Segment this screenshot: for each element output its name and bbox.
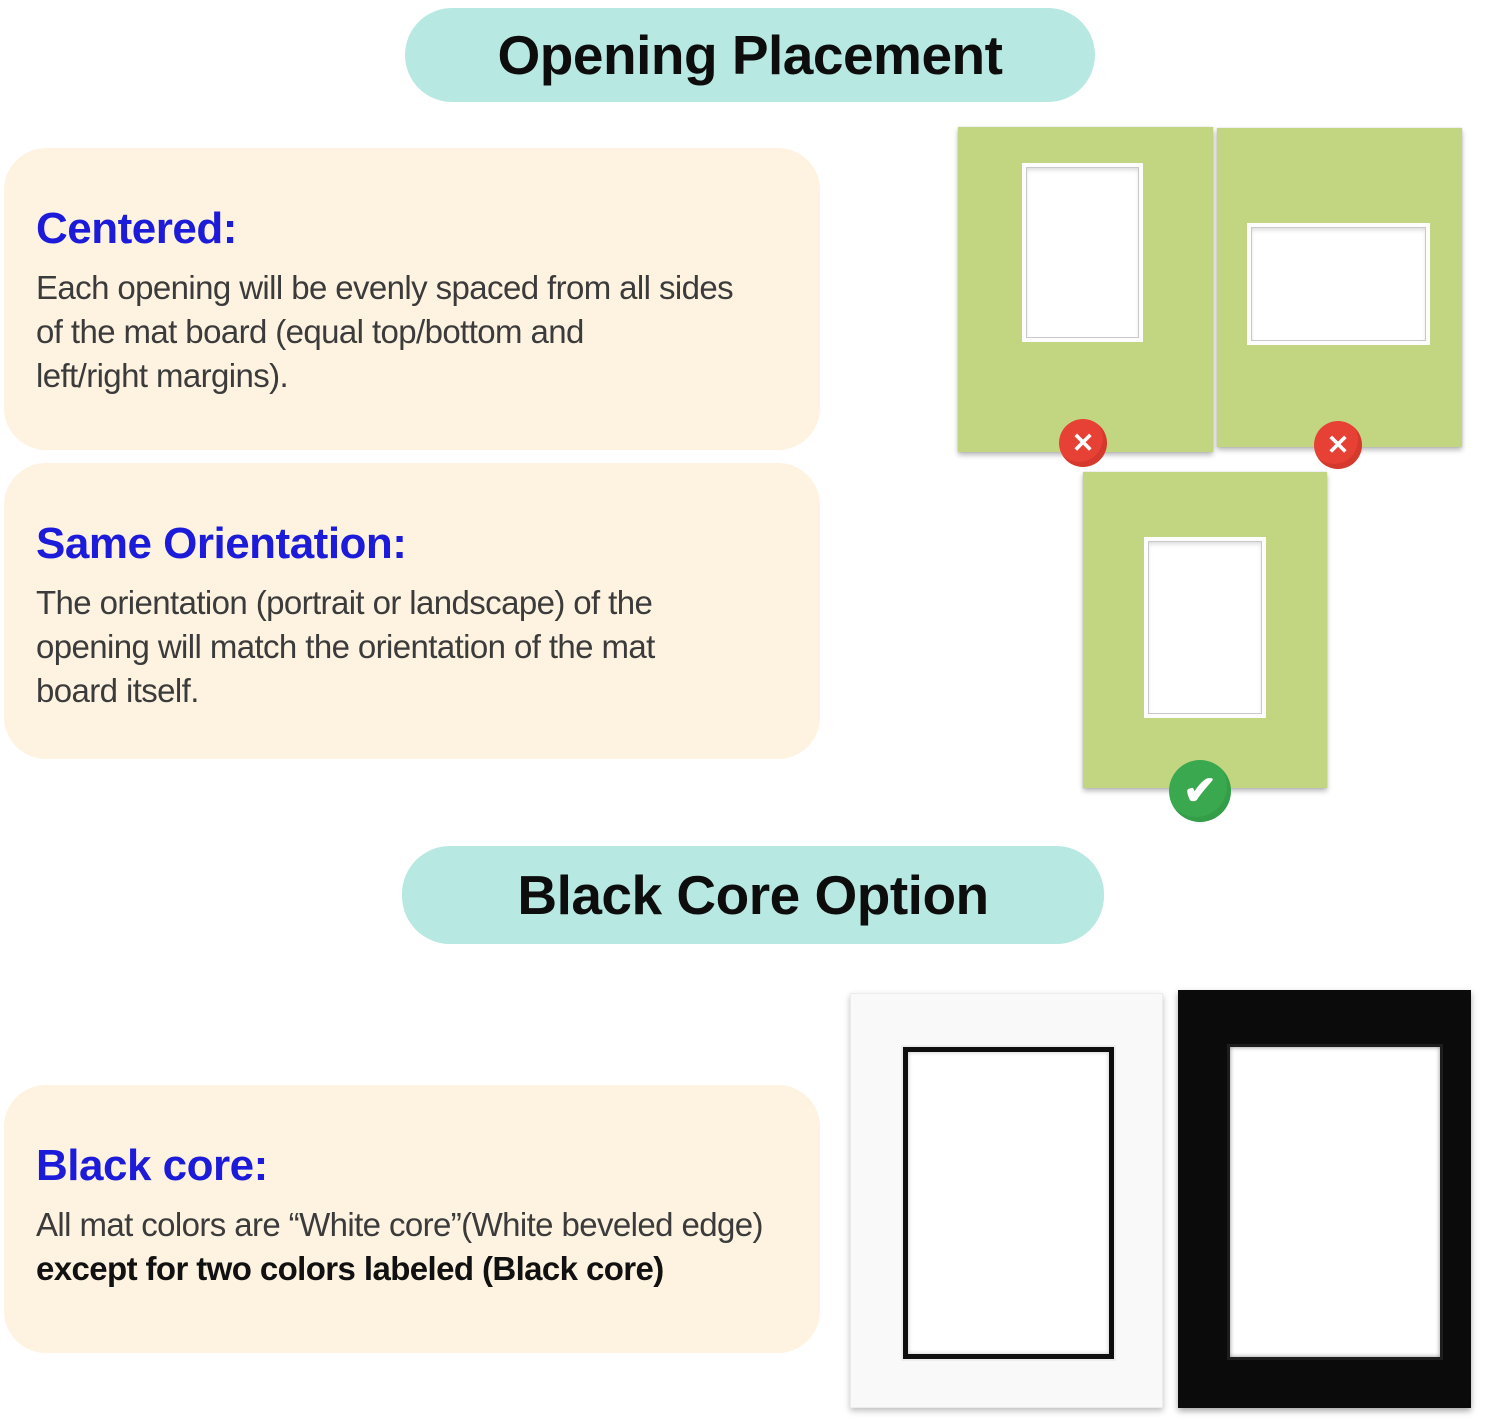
same-orientation-note-title: Same Orientation: [36,519,407,568]
black-core-note-line-regular: All mat colors are “White core”(White beveled edge) [36,1206,763,1243]
black-core-option-header [402,846,1104,944]
mat-example-white-with-black-core [850,993,1163,1408]
error-icon-glyph: ✕ [1071,427,1095,458]
mat-opening-landscape [1247,223,1430,345]
black-core-note-line-bold: except for two colors labeled (Black core) [36,1250,664,1287]
black-core-option-header-label: Black Core Option [517,864,989,926]
mat-example-centered-correct [1083,472,1327,788]
black-core-note-title: Black core: [36,1141,268,1190]
error-icon [1314,421,1362,469]
same-orientation-note-line-2: opening will match the orientation of the mat [36,628,655,665]
centered-note-line-1: Each opening will be evenly spaced from all sides [36,269,734,306]
mat-example-offcenter-opening [958,127,1213,452]
mat-example-black-core [1178,990,1471,1408]
centered-note-line-3: left/right margins). [36,357,289,394]
black-core-note-box [4,1085,820,1353]
success-icon [1169,760,1231,822]
centered-note-line-2: of the mat board (equal top/bottom and [36,313,584,350]
success-icon-glyph: ✔ [1183,769,1217,813]
mat-example-wrong-orientation [1217,128,1462,447]
same-orientation-note-line-3: board itself. [36,672,199,709]
mat-opening-white [1230,1047,1440,1357]
opening-placement-header-label: Opening Placement [497,24,1003,86]
centered-note-title: Centered: [36,204,237,253]
same-orientation-note-box [4,463,820,759]
same-orientation-note-line-1: The orientation (portrait or landscape) of the [36,584,653,621]
error-icon [1059,419,1107,467]
centered-note-box [4,148,820,450]
mat-opening-offcenter [1022,163,1143,342]
mat-opening-centered [1144,537,1266,718]
mat-opening-black-bevel [903,1047,1114,1359]
opening-placement-header [405,8,1095,102]
error-icon-glyph: ✕ [1326,429,1350,460]
